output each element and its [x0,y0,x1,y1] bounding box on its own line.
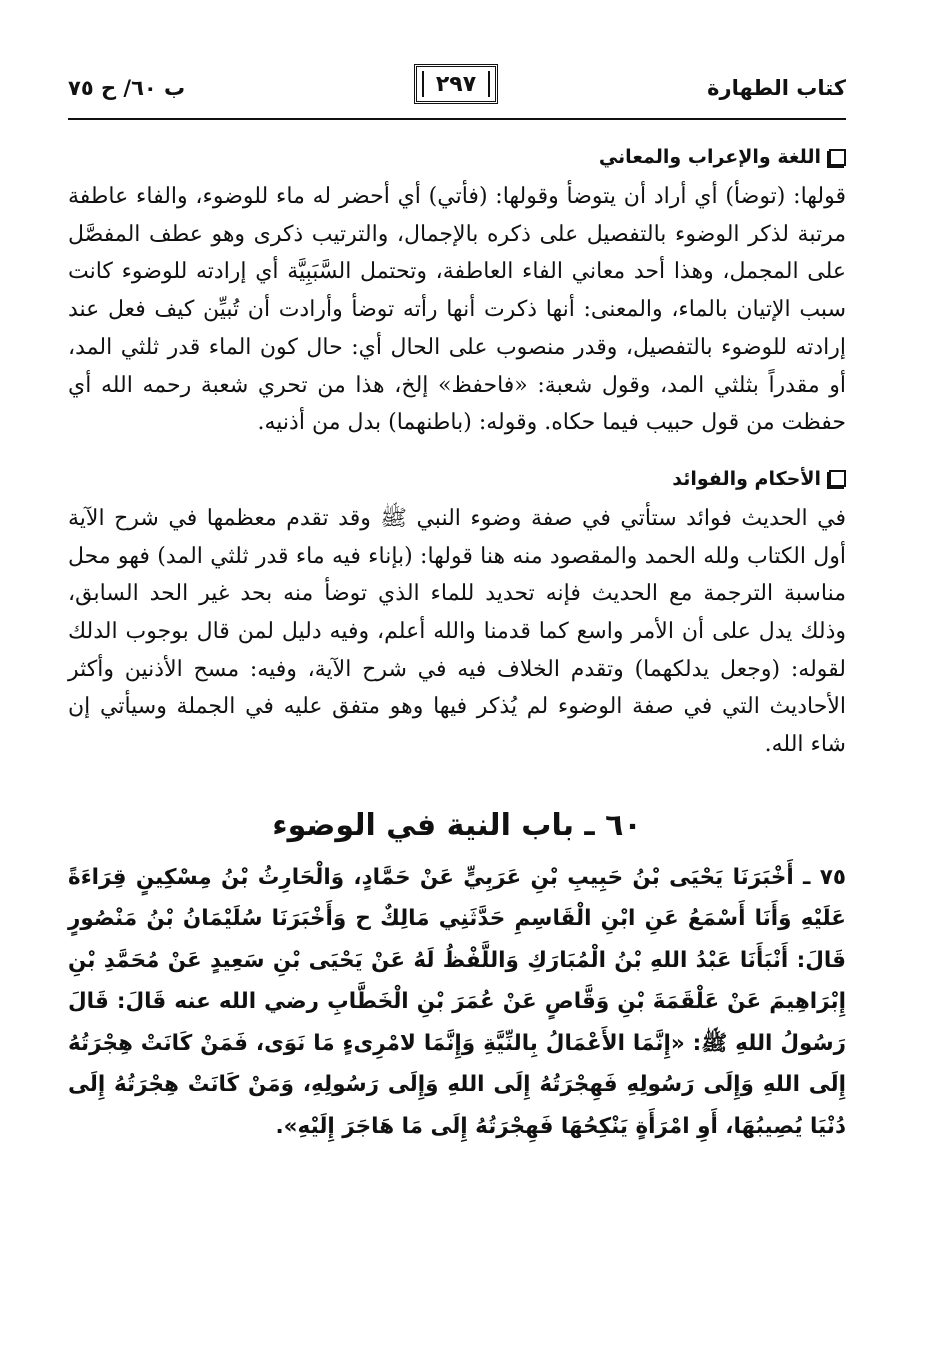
section-heading-language [68,146,846,168]
page-header [68,62,846,120]
section-heading-rulings-label: الأحكام والفوائد [672,467,821,490]
chapter-title: ٦٠ ـ باب النية في الوضوء [272,807,642,843]
book-page [68,62,846,1147]
rulings-paragraph: في الحديث فوائد ستأتي في صفة وضوء النبي ﷺ وقد تقدم معظمها في شرح الآية أول الكتاب ولله الحمد والمقصود منه هنا قولها: (بإناء فيه ماء قدر ثلثي المد) فهو محل مناسبة الترجمة مع الحديث فإنه تحديد للماء الذي توضأ منه بحد غير الحد السابق، وذلك يدل على أن الأمر واسع كما قدمنا والله أعلم، وفيه دليل لمن قال بوجوب الدلك لقوله: (وجعل يدلكهما) وتقدم الخلاف فيه في شرح الآية، وفيه: مسح الأذنين وأكثر الأحاديث التي في صفة الوضوء لم يُذكر فيها وهو متفق عليه في الجملة وسيأتي إن شاء الله. [68,505,846,758]
square-bullet-icon [829,470,846,487]
book-title: كتاب الطهارة [707,76,846,100]
page-number: ٢٩٧ [414,64,498,104]
chapter-reference: ب ٦٠/ ح ٧٥ [68,76,186,100]
hadith-text: ٧٥ ـ أَخْبَرَنَا يَحْيَى بْنُ حَبِيبِ بْنِ عَرَبِيٍّ عَنْ حَمَّادٍ، وَالْحَارِثُ بْنُ مِسْكِينٍ قِرَاءَةً عَلَيْهِ وَأَنَا أَسْمَعُ عَنِ ابْنِ الْقَاسِمِ حَدَّثَنِي مَالِكٌ ح وَأَخْبَرَنَا سُلَيْمَانُ بْنُ مَنْصُورٍ قَالَ: أَنْبَأَنَا عَبْدُ اللهِ بْنُ الْمُبَارَكِ وَاللَّفْظُ لَهُ عَنْ يَحْيَى بْنِ سَعِيدٍ عَنْ مُحَمَّدِ بْنِ إِبْرَاهِيمَ عَنْ عَلْقَمَةَ بْنِ وَقَّاصٍ عَنْ عُمَرَ بْنِ الْخَطَّابِ رضي الله عنه قَالَ: قَالَ رَسُولُ اللهِ ﷺ: «إِنَّمَا الأَعْمَالُ بِالنِّيَّةِ وَإِنَّمَا لامْرِىءٍ مَا نَوَى، فَمَنْ كَانَتْ هِجْرَتُهُ إِلَى اللهِ وَإِلَى رَسُولِهِ فَهِجْرَتُهُ إِلَى اللهِ وَإِلَى رَسُولِهِ، وَمَنْ كَانَتْ هِجْرَتُهُ إِلَى دُنْيَا يُصِيبُهَا، أَوِ امْرَأَةٍ يَنْكِحُهَا فَهِجْرَتُهُ إِلَى مَا هَاجَرَ إِلَيْهِ». [68,864,846,1139]
square-bullet-icon [829,149,846,166]
language-paragraph: قولها: (توضأ) أي أراد أن يتوضأ وقولها: (فأتي) أي أحضر له ماء للوضوء، والفاء عاطفة مرتبة لذكر الوضوء بالتفصيل على ذكره بالإجمال، والترتيب ذكرى وهو عطف المفصَّل على المجمل، وهذا أحد معاني الفاء العاطفة، وتحتمل السَّبَبِيَّة أي إرادته للوضوء كانت سبب الإتيان بالماء، والمعنى: أنها ذكرت أنها رأته توضأ وأرادت أن تُبيِّن كيف فعل عند إرادته للوضوء بالتفصيل، وقدر منصوب على الحال أي: حال كون الماء قدر ثلثي المد، أو مقدراً بثلثي المد، وقول شعبة: «فاحفظ» إلخ، هذا من تحري شعبة رحمه الله أي حفظت من قول حبيب فيما حكاه. وقوله: (باطنهما) بدل من أذنيه. [68,184,846,436]
section-heading-rulings [68,468,846,490]
section-heading-language-label: اللغة والإعراب والمعاني [598,146,821,168]
